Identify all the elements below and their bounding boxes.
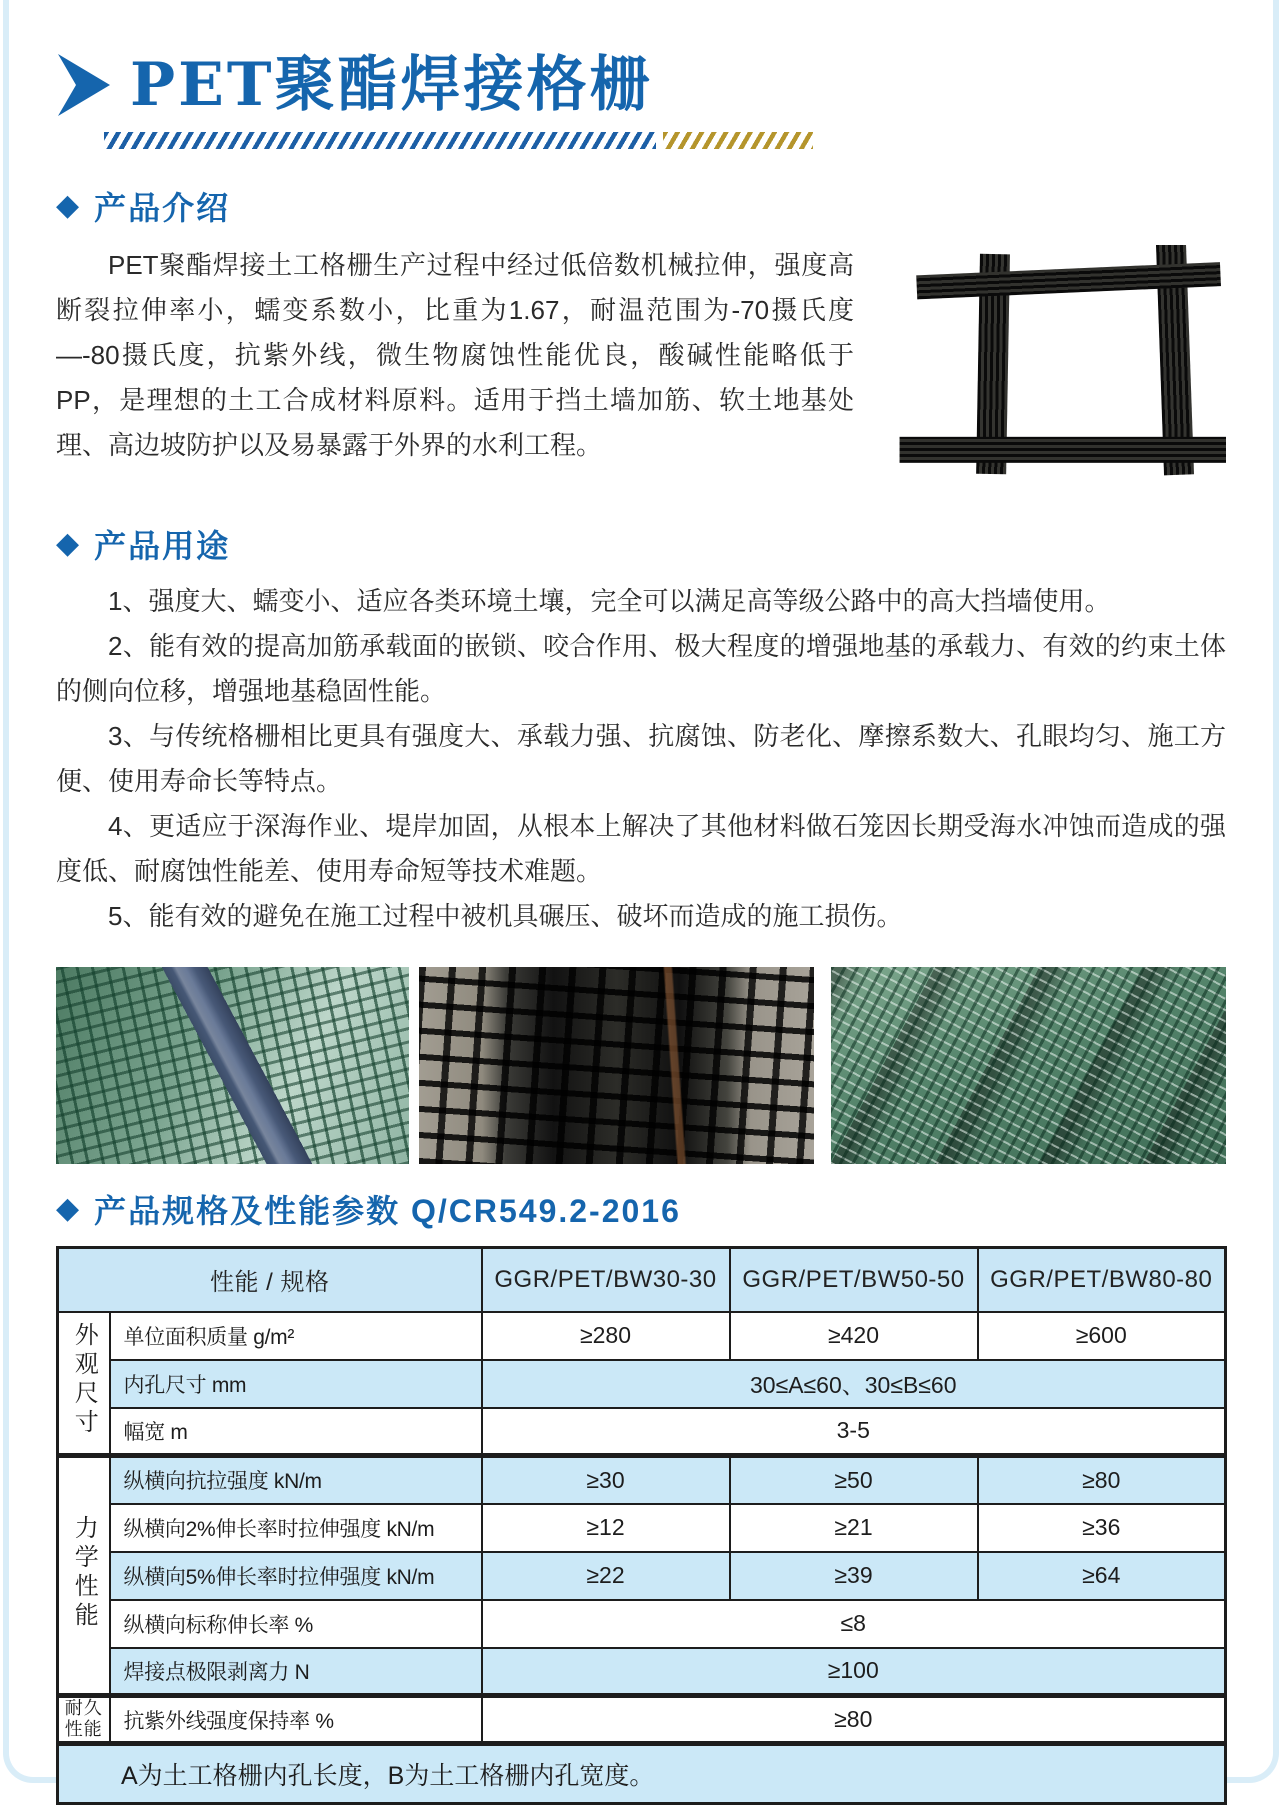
row-label: 焊接点极限剥离力 N xyxy=(110,1648,482,1696)
diamond-icon: ◆ xyxy=(56,527,80,560)
row-value-span: 30≤A≤60、30≤B≤60 xyxy=(482,1360,1226,1408)
section-intro-title: 产品介绍 xyxy=(94,190,231,226)
table-row xyxy=(58,1456,1226,1504)
row-value: ≥22 xyxy=(482,1552,730,1600)
banner-blue-stripes xyxy=(104,132,656,149)
section-uses-heading xyxy=(56,521,1226,567)
table-row xyxy=(58,1312,1226,1360)
table-header-row xyxy=(58,1248,1226,1312)
group-appearance xyxy=(58,1312,110,1456)
intro-block xyxy=(56,243,1226,487)
diamond-icon: ◆ xyxy=(56,1192,80,1225)
row-value: ≥420 xyxy=(730,1312,978,1360)
table-row xyxy=(58,1360,1226,1408)
geogrid-cell-art xyxy=(880,245,1226,477)
table-row xyxy=(58,1408,1226,1456)
section-uses-title: 产品用途 xyxy=(94,528,231,564)
row-value-span: 3-5 xyxy=(482,1408,1226,1456)
row-value-span: ≥80 xyxy=(482,1696,1226,1744)
row-value: ≥30 xyxy=(482,1456,730,1504)
section-specs-heading xyxy=(56,1186,1226,1232)
row-value-span: ≥100 xyxy=(482,1648,1226,1696)
row-label: 抗紫外线强度保持率 % xyxy=(110,1696,482,1744)
pipe-highlight xyxy=(56,967,409,1164)
table-row xyxy=(58,1504,1226,1552)
use-item-1: 1、强度大、蠕变小、适应各类环境土壤，完全可以满足高等级公路中的高大挡墙使用。 xyxy=(108,586,1111,616)
photo-strip xyxy=(56,967,1226,1164)
uses-list xyxy=(56,579,1226,939)
header-property: 性能 / 规格 xyxy=(58,1248,482,1312)
row-label: 纵横向抗拉强度 kN/m xyxy=(110,1456,482,1504)
header-model-3: GGR/PET/BW80-80 xyxy=(978,1248,1226,1312)
row-value: ≥50 xyxy=(730,1456,978,1504)
header-model-1: GGR/PET/BW30-30 xyxy=(482,1248,730,1312)
intro-paragraph: PET聚酯焊接土工格栅生产过程中经过低倍数机械拉伸，强度高断裂拉伸率小，蠕变系数小，比重为1.67，耐温范围为-70摄氏度—-80摄氏度，抗紫外线，微生物腐蚀性能优良，酸碱性能略低于PP，是理想的土工合成材料原料。适用于挡土墙加筋、软土地基处理、高边坡防护以及易暴露于外界的水利工程。 xyxy=(56,250,854,460)
group-durability-label: 耐久性能 xyxy=(64,1698,103,1739)
diamond-icon: ◆ xyxy=(56,189,80,222)
row-value: ≥39 xyxy=(730,1552,978,1600)
row-value: ≥64 xyxy=(978,1552,1226,1600)
use-item-3: 3、与传统格栅相比更具有强度大、承载力强、抗腐蚀、防老化、摩擦系数大、孔眼均匀、施工方便、使用寿命长等特点。 xyxy=(56,721,1226,796)
use-item-5: 5、能有效的避免在施工过程中被机具碾压、破坏而造成的施工损伤。 xyxy=(108,901,903,931)
section-specs-title: 产品规格及性能参数 Q/CR549.2-2016 xyxy=(94,1193,681,1229)
row-value: ≥12 xyxy=(482,1504,730,1552)
row-label: 幅宽 m xyxy=(110,1408,482,1456)
row-label: 纵横向标称伸长率 % xyxy=(110,1600,482,1648)
spec-table xyxy=(56,1246,1227,1805)
group-mechanical xyxy=(58,1456,110,1696)
table-footnote-row xyxy=(58,1744,1226,1804)
page-title: PET聚酯焊接格栅 xyxy=(130,50,653,120)
product-sample-photo xyxy=(880,245,1226,477)
table-row xyxy=(58,1648,1226,1696)
row-value: ≥80 xyxy=(978,1456,1226,1504)
title-banner xyxy=(104,132,1226,149)
row-label: 纵横向2%伸长率时拉伸强度 kN/m xyxy=(110,1504,482,1552)
grid-bar-horizontal-bottom xyxy=(900,437,1226,463)
row-value: ≥600 xyxy=(978,1312,1226,1360)
table-row xyxy=(58,1600,1226,1648)
table-row xyxy=(58,1696,1226,1744)
photo-green-geogrid-rolls-with-pipe xyxy=(56,967,409,1164)
arrow-icon xyxy=(56,52,112,118)
row-label: 内孔尺寸 mm xyxy=(110,1360,482,1408)
row-value: ≥280 xyxy=(482,1312,730,1360)
group-durability xyxy=(58,1696,110,1744)
use-item-4: 4、更适应于深海作业、堤岸加固，从根本上解决了其他材料做石笼因长期受海水冲蚀而造成的强度低、耐腐蚀性能差、使用寿命短等技术难题。 xyxy=(56,811,1226,886)
row-value-span: ≤8 xyxy=(482,1600,1226,1648)
row-label: 纵横向5%伸长率时拉伸强度 kN/m xyxy=(110,1552,482,1600)
use-item-2: 2、能有效的提高加筋承载面的嵌锁、咬合作用、极大程度的增强地基的承载力、有效的约束土体的侧向位移，增强地基稳固性能。 xyxy=(56,631,1226,706)
rust-stripe xyxy=(419,967,814,1164)
row-label: 单位面积质量 g/m² xyxy=(110,1312,482,1360)
group-mechanical-label: 力学性能 xyxy=(70,1514,98,1631)
section-intro-heading xyxy=(56,183,1226,229)
photo-green-geogrid-rolls xyxy=(831,967,1226,1164)
group-appearance-label: 外观尺寸 xyxy=(70,1321,98,1438)
title-row xyxy=(56,52,1226,118)
table-footnote: A为土工格栅内孔长度，B为土工格栅内孔宽度。 xyxy=(58,1744,1226,1804)
table-row xyxy=(58,1552,1226,1600)
row-value: ≥21 xyxy=(730,1504,978,1552)
photo-black-geogrid-roll xyxy=(419,967,814,1164)
banner-gold-stripes xyxy=(663,132,813,149)
row-value: ≥36 xyxy=(978,1504,1226,1552)
header-model-2: GGR/PET/BW50-50 xyxy=(730,1248,978,1312)
